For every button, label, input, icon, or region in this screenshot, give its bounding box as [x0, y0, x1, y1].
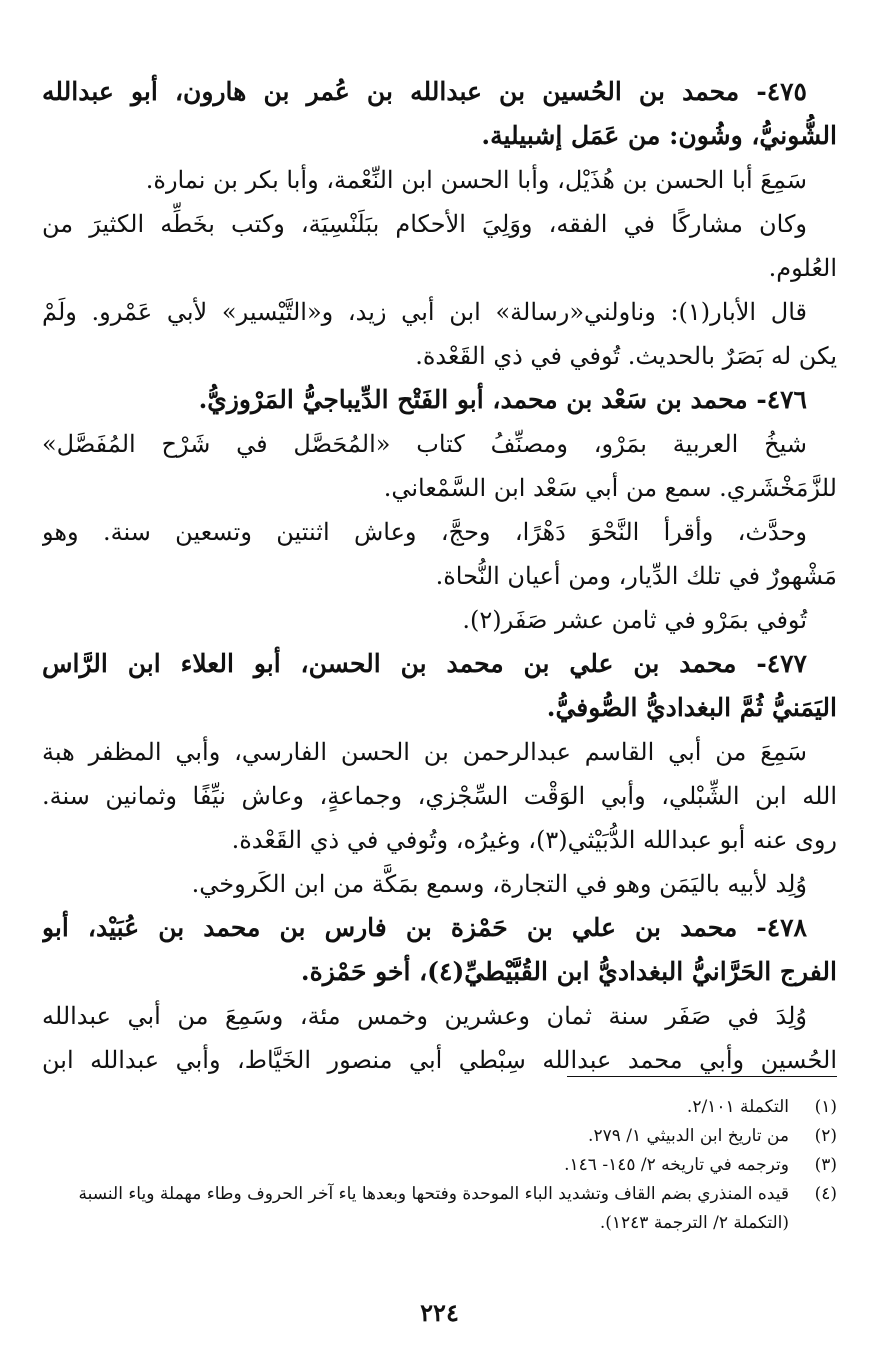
body-line: سَمِعَ أبا الحسن بن هُذَيْل، وأبا الحسن ابن النِّعْمة، وأبا بكر بن نمارة. — [145, 166, 807, 194]
footnote-list — [42, 1093, 837, 1238]
entry-heading-line: الشُّونيُّ، وشُون: من عَمَل إشبيلية. — [481, 121, 837, 150]
footnote-rule — [567, 1076, 837, 1077]
page-number: ٢٢٤ — [420, 1298, 459, 1327]
entry-heading-line: الفرج الحَرَّانيُّ البغداديُّ ابن القُبَّيْطيِّ(٤)، أخو حَمْزة. — [300, 957, 837, 986]
footnote-text: وترجمه في تاريخه ٢/ ١٤٥- ١٤٦. — [564, 1155, 789, 1175]
footnote-number: (٣) — [814, 1155, 837, 1175]
body-line: يكن له بَصَرٌ بالحديث. تُوفي في ذي القَعْدة. — [415, 342, 837, 370]
body-line: العُلوم. — [768, 254, 837, 282]
body-line: الحُسين وأبي محمد عبدالله سِبْطي أبي منصور الخَيَّاط، وأبي عبدالله ابن — [42, 1046, 837, 1074]
body-line: وكان مشاركًا في الفقه، ووَلِيَ الأحكام ببَلَنْسِيَة، وكتب بخَطِّه الكثيرَ من — [42, 210, 807, 238]
entry-heading-line: ٤٧٥- محمد بن الحُسين بن عبدالله بن عُمر بن هارون، أبو عبدالله — [42, 77, 807, 106]
entry-heading-line: ٤٧٨- محمد بن علي بن حَمْزة بن فارس بن محمد بن عُبَيْد، أبو — [42, 913, 807, 942]
footnote-number: (١) — [814, 1097, 837, 1117]
body-line: تُوفي بمَرْو في ثامن عشر صَفَر(٢). — [462, 606, 807, 634]
body-line: قال الأبار(١): وناولني«رسالة» ابن أبي زيد، و«التَّيْسير» لأبي عَمْرو. ولَمْ — [42, 298, 807, 326]
body-line: مَشْهورٌ في تلك الدِّيار، ومن أعيان النُّحاة. — [435, 562, 837, 590]
footnote-text: قيده المنذري بضم القاف وتشديد الباء الموحدة وفتحها وبعدها ياء آخر الحروف وطاء مهملة وياء النسبة (التكملة ٢/ الترجمة ١٢٤٣). — [78, 1184, 789, 1233]
body-line: روى عنه أبو عبدالله الدُّبَيْثي(٣)، وغيرُه، وتُوفي في ذي القَعْدة. — [231, 826, 837, 854]
body-line: وحدَّث، وأقرأ النَّحْوَ دَهْرًا، وحجَّ، وعاش اثنتين وتسعين سنة. وهو — [42, 518, 807, 546]
body-line: الله ابن الشِّبْلي، وأبي الوَقْت السِّجْزي، وجماعةٍ، وعاش نيِّفًا وثمانين سنة. — [42, 782, 837, 810]
footnote-item — [42, 1180, 837, 1238]
body-line: وُلِدَ في صَفَر سنة ثمان وعشرين وخمس مئة، وسَمِعَ من أبي عبدالله — [42, 1002, 808, 1030]
body-line: وُلِد لأبيه باليَمَن وهو في التجارة، وسمع بمَكَّة من ابن الكَروخي. — [191, 870, 807, 898]
entry-heading-line: اليَمَنيُّ ثُمَّ البغداديُّ الصُّوفيُّ. — [546, 693, 837, 722]
footnote-text: التكملة ٢/١٠١. — [686, 1097, 789, 1117]
body-line: شيخُ العربية بمَرْو، ومصنِّفُ كتاب «المُحَصَّل في شَرْح المُفَصَّل» — [42, 430, 807, 458]
footnote-item — [42, 1093, 837, 1122]
footnote-number: (٢) — [814, 1126, 837, 1146]
footnotes — [42, 1076, 837, 1238]
body-line: سَمِعَ من أبي القاسم عبدالرحمن بن الحسن الفارسي، وأبي المظفر هبة — [42, 738, 807, 766]
body-text — [42, 70, 837, 1082]
body-line: للزَّمَخْشَري. سمع من أبي سَعْد ابن السَّمْعاني. — [383, 474, 837, 502]
footnote-text: من تاريخ ابن الدبيثي ١/ ٢٧٩. — [588, 1126, 789, 1146]
footnote-item — [42, 1122, 837, 1151]
footnote-number: (٤) — [814, 1184, 837, 1204]
entry-heading-line: ٤٧٧- محمد بن علي بن محمد بن الحسن، أبو العلاء ابن الرَّاس — [42, 649, 807, 678]
entry-heading-line: ٤٧٦- محمد بن سَعْد بن محمد، أبو الفَتْح الدِّيباجيُّ المَرْوزيُّ. — [198, 385, 807, 414]
footnote-item — [42, 1151, 837, 1180]
